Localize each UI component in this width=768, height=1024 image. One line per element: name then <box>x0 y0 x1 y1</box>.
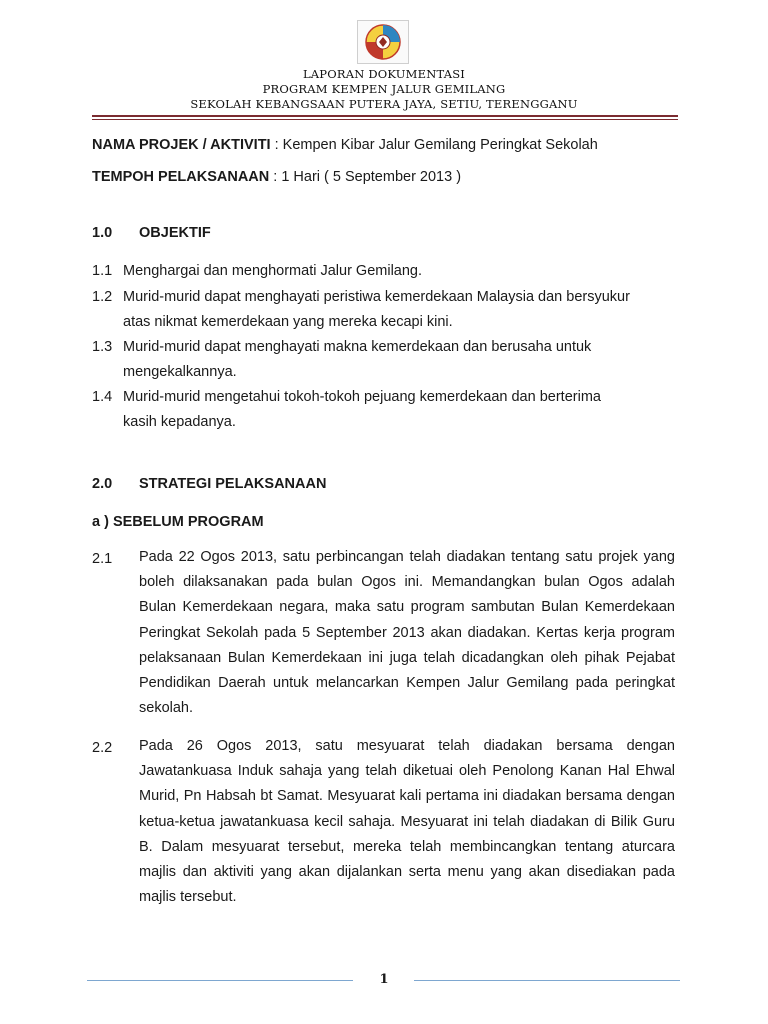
objective-text: Murid-murid dapat menghayati makna kemerdekaan dan berusaha untuk <box>123 339 592 355</box>
objective-text: Menghargai dan menghormati Jalur Gemilang. <box>123 263 423 279</box>
period-value: : 1 Hari ( 5 September 2013 ) <box>269 169 462 185</box>
paragraph-text: Pada 22 Ogos 2013, satu perbincangan telah diadakan tentang satu projek yang boleh dilaksanakan pada bulan Ogos ini. Memandangkan bulan Ogos adalah Bulan Kemerdekaan negara, maka satu program sambutan Bulan Kemerdekaan Peringkat Sekolah pada 5 September 2013 akan diadakan. Kertas kerja program pelaksanaan Bulan Kemerdekaan ini juga telah dicadangkan oleh pihak Pejabat Pendidikan Daerah untuk melancarkan Kempen Jalur Gemilang pada peringkat sekolah. <box>139 549 675 717</box>
section-number: 2.0 <box>92 476 113 492</box>
objective-number: 1.2 <box>92 289 113 305</box>
footer-divider-right <box>414 980 680 981</box>
objective-text: Murid-murid dapat menghayati peristiwa kemerdekaan Malaysia dan bersyukur <box>123 289 630 305</box>
objective-number: 1.4 <box>92 389 113 405</box>
page-number: 1 <box>379 972 389 987</box>
objective-text: Murid-murid mengetahui tokoh-tokoh pejuang kemerdekaan dan berterima <box>123 389 601 405</box>
paragraph-text: Pada 26 Ogos 2013, satu mesyuarat telah diadakan bersama dengan Jawatankuasa Induk sahaja yang telah diketuai oleh Penolong Kanan Hal Ehwal Murid, Pn Habsah bt Samat. Mesyuarat kali pertama ini diadakan bersama dengan ketua-ketua jawatankuasa kecil sahaja. Mesyuarat ini telah diadakan di Bilik Guru B. Dalam mesyuarat tersebut, mereka telah membincangkan tentang aturcara majlis dan aktiviti yang akan dijalankan serta menu yang akan disediakan pada majlis tersebut. <box>139 738 675 906</box>
report-title: LAPORAN DOKUMENTASI <box>302 67 466 81</box>
paragraph-number: 2.2 <box>92 740 113 756</box>
period-row <box>92 169 461 185</box>
header-divider <box>92 115 678 117</box>
school-crest-icon <box>361 23 405 61</box>
period-label: TEMPOH PELAKSANAAN <box>92 169 270 185</box>
project-row <box>92 137 598 153</box>
objective-number: 1.1 <box>92 263 113 279</box>
header-divider-thin <box>92 119 678 120</box>
objective-text-cont: atas nikmat kemerdekaan yang mereka kecapi kini. <box>123 314 453 330</box>
project-label: NAMA PROJEK / AKTIVITI <box>92 137 271 153</box>
project-value: : Kempen Kibar Jalur Gemilang Peringkat Sekolah <box>270 137 598 153</box>
objective-text-cont: kasih kepadanya. <box>123 414 236 430</box>
section-number: 1.0 <box>92 225 113 241</box>
section-title-strategy: STRATEGI PELAKSANAAN <box>139 476 327 492</box>
section-title-objectives: OBJEKTIF <box>139 225 211 241</box>
objective-number: 1.3 <box>92 339 113 355</box>
objective-text-cont: mengekalkannya. <box>123 364 237 380</box>
program-title: PROGRAM KEMPEN JALUR GEMILANG <box>262 82 506 96</box>
footer-divider-left <box>87 980 353 981</box>
school-name: SEKOLAH KEBANGSAAN PUTERA JAYA, SETIU, TERENGGANU <box>190 97 578 111</box>
subheading-before-program: a ) SEBELUM PROGRAM <box>92 514 264 530</box>
school-logo <box>357 20 409 64</box>
paragraph-number: 2.1 <box>92 551 113 567</box>
